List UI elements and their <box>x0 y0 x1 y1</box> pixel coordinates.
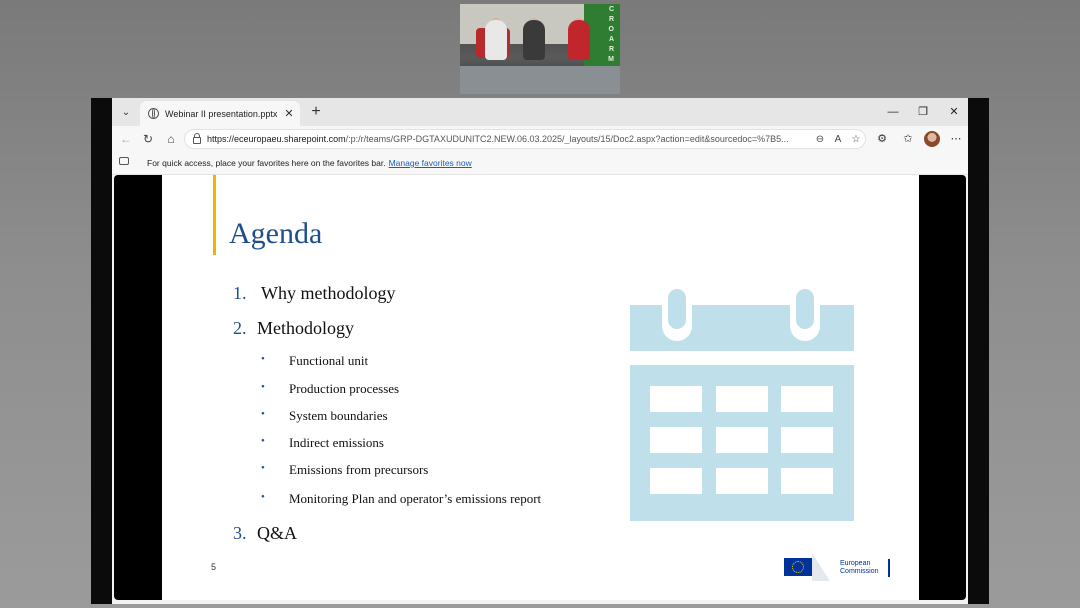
agenda-subitem-label: Production processes <box>289 381 400 396</box>
camera-person <box>568 20 590 60</box>
agenda-subitem-label: Monitoring Plan and operator’s emissions report <box>289 491 542 506</box>
agenda-subitem-label: Functional unit <box>289 353 369 368</box>
wall-letter: M <box>608 56 614 63</box>
bullet-icon: • <box>261 381 265 393</box>
agenda-item-number: 3. <box>233 523 247 543</box>
home-icon[interactable]: ⌂ <box>167 132 175 146</box>
agenda-item <box>233 318 354 339</box>
camera-desk <box>460 66 620 94</box>
tab-title: Webinar II presentation.pptx <box>165 108 278 119</box>
lock-icon <box>193 137 201 144</box>
agenda-item-number: 1. <box>233 283 247 303</box>
bullet-icon: • <box>261 353 265 365</box>
european-commission-logo <box>784 553 894 581</box>
slide[interactable] <box>162 175 919 600</box>
logo-text <box>840 560 879 576</box>
slide-page-number: 5 <box>211 562 217 572</box>
favorites-prompt <box>147 158 472 168</box>
read-aloud-icon[interactable]: A <box>834 133 842 145</box>
globe-icon <box>148 108 159 119</box>
restore-button[interactable]: ❐ <box>918 106 928 118</box>
agenda-item-label: Methodology <box>257 318 354 338</box>
eu-flag-icon <box>784 558 812 576</box>
wall-letter: R <box>608 16 614 23</box>
wall-letter: C <box>608 6 614 13</box>
browser-window <box>112 98 968 604</box>
profile-avatar[interactable] <box>924 131 940 147</box>
logo-line1: European <box>840 560 871 567</box>
wall-letter: R <box>608 46 614 53</box>
more-menu-icon[interactable]: ⋯ <box>950 133 962 145</box>
presentation-stage <box>114 175 966 600</box>
favorites-bar <box>112 152 968 175</box>
logo-wedge <box>812 553 830 581</box>
favorite-star-icon[interactable]: ☆ <box>851 133 861 145</box>
extensions-icon[interactable]: ⚙ <box>877 133 887 145</box>
agenda-subitem-label: Emissions from precursors <box>289 462 429 477</box>
url-text <box>207 134 811 144</box>
camera-person <box>523 20 545 60</box>
address-row <box>112 126 968 152</box>
video-thumbnail[interactable] <box>460 4 620 94</box>
bullet-icon: • <box>261 435 265 447</box>
agenda-item-label: Why methodology <box>261 283 396 303</box>
bullet-icon: • <box>261 491 265 503</box>
close-tab-icon[interactable]: ✕ <box>284 108 294 120</box>
url-host: https://eceuropaeu.sharepoint.com <box>207 134 346 144</box>
wall-letter: A <box>608 36 614 43</box>
tab-strip <box>112 98 968 126</box>
bullet-icon: • <box>261 408 265 420</box>
manage-favorites-link[interactable]: Manage favorites now <box>388 158 472 168</box>
minimize-button[interactable]: — <box>887 106 899 118</box>
favorites-prompt-text: For quick access, place your favorites here on the favorites bar. <box>147 158 386 168</box>
refresh-icon[interactable]: ↻ <box>142 132 154 146</box>
title-accent-bar <box>213 175 216 255</box>
favorites-bar-icon <box>119 157 129 165</box>
back-arrow-icon[interactable]: ← <box>120 132 132 146</box>
agenda-item <box>233 523 297 544</box>
agenda-subitem-label: System boundaries <box>289 408 388 423</box>
agenda-item-label: Q&A <box>257 523 297 543</box>
tab-actions-chevron-icon[interactable]: ⌄ <box>121 106 131 118</box>
zoom-icon[interactable]: ⊖ <box>815 133 825 145</box>
agenda-item <box>233 283 395 304</box>
logo-line2: Commission <box>840 568 879 575</box>
camera-person <box>485 20 507 60</box>
favorites-icon[interactable]: ✩ <box>903 133 913 145</box>
tab-webinar-presentation[interactable] <box>140 101 300 126</box>
address-bar[interactable] <box>184 129 866 149</box>
new-tab-button[interactable]: + <box>311 103 321 120</box>
letterbox-right <box>968 98 989 604</box>
agenda-subitem-label: Indirect emissions <box>289 435 384 450</box>
slide-title: Agenda <box>229 217 323 250</box>
calendar-icon <box>630 285 854 521</box>
close-window-button[interactable]: ✕ <box>949 106 959 118</box>
url-path: /:p:/r/teams/GRP-DGTAXUDUNITC2.NEW.06.03.2025/_layouts/15/Doc2.aspx?action=edit&sourcedoc=%7B5... <box>345 134 789 144</box>
letterbox-left <box>91 98 112 604</box>
bullet-icon: • <box>261 462 265 474</box>
logo-rule <box>888 559 890 577</box>
agenda-item-number: 2. <box>233 318 247 338</box>
wall-letter: O <box>608 26 614 33</box>
